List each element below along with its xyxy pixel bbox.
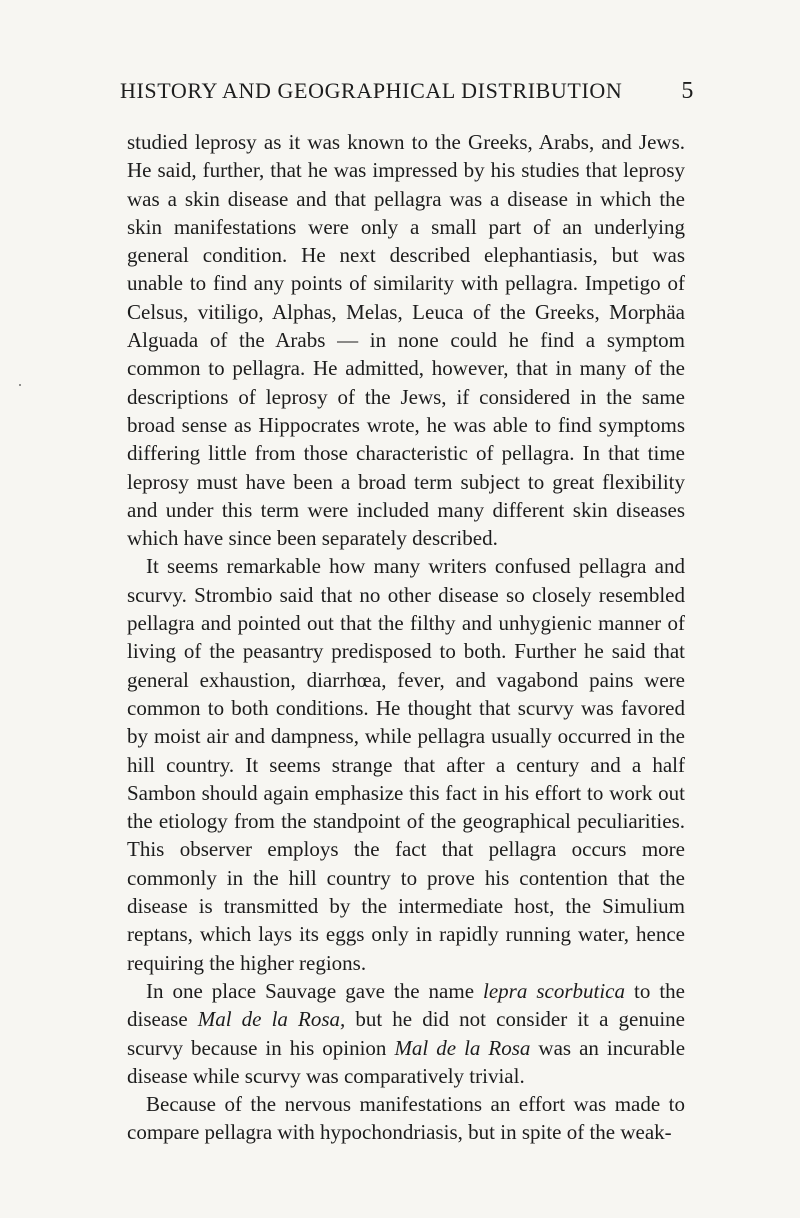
paragraph-2: [127, 552, 685, 976]
page-speck: [19, 384, 21, 386]
italic-mal-de-la-rosa-2: Mal de la Rosa: [394, 1035, 531, 1060]
italic-lepra-scorbutica: lepra scorbutica: [483, 978, 625, 1003]
paragraph-4: [127, 1090, 685, 1147]
paragraph-1: [127, 128, 685, 552]
running-head: HISTORY AND GEOGRAPHICAL DISTRIBUTION: [120, 78, 623, 103]
paragraph-3-text-4: was an incurable disease while scurvy was comparatively trivial.: [127, 1035, 686, 1088]
page-number: 5: [681, 78, 694, 104]
paragraph-3-text-1: In one place Sauvage gave the name: [146, 978, 484, 1003]
paragraph-3-text-2: to the disease: [127, 978, 685, 1032]
italic-mal-de-la-rosa-1: Mal de la Rosa,: [197, 1007, 346, 1032]
page-header: [120, 78, 694, 112]
paragraph-3: [127, 977, 685, 1090]
paragraph-2-text: It seems remarkable how many writers confused pellagra and scurvy. Strombio said that no other disease so closely resembled pellagra and pointed out that the filthy and unhygienic manner of living of the peasantry predisposed to both. Further he said that general exhaustion, diarrhœa, fever, and vagabond pains were common to both conditions. He thought that scurvy was favored by moist air and dampness, while pellagra usually occurred in the hill country. It seems strange that after a century and a half Sambon should again emphasize this fact in his effort to work out the etiology from the standpoint of the geographical peculiarities. This observer employs the fact that pellagra occurs more commonly in the hill country to prove his contention that the disease is transmitted by the intermediate host, the Simulium reptans, which lays its eggs only in rapidly running water, hence requiring the higher regions.: [127, 554, 685, 975]
paragraph-1-text: studied leprosy as it was known to the Greeks, Arabs, and Jews. He said, further, that he was impressed by his studies that leprosy was a skin disease and that pellagra was a disease in which the skin manifestations were only a small part of an underlying general condition. He next described elephantiasis, but was unable to find any points of similarity with pellagra. Impetigo of Celsus, vitiligo, Alphas, Melas, Leuca of the Greeks, Morphäa Alguada of the Arabs — in none could he find a symptom common to pellagra. He admitted, however, that in many of the descriptions of leprosy of the Jews, if considered in the same broad sense as Hippocrates wrote, he was able to find symptoms differing little from those characteristic of pellagra. In that time leprosy must have been a broad term subject to great flexibility and under this term were included many different skin diseases which have since been separately described.: [127, 130, 685, 551]
paragraph-3-text-3: but he did not consider it a genuine scurvy because in his opinion: [127, 1007, 685, 1060]
body-text: [127, 128, 685, 1147]
paragraph-4-text: Because of the nervous manifestations an effort was made to compare pellagra with hypochondriasis, but in spite of the weak-: [127, 1092, 685, 1145]
